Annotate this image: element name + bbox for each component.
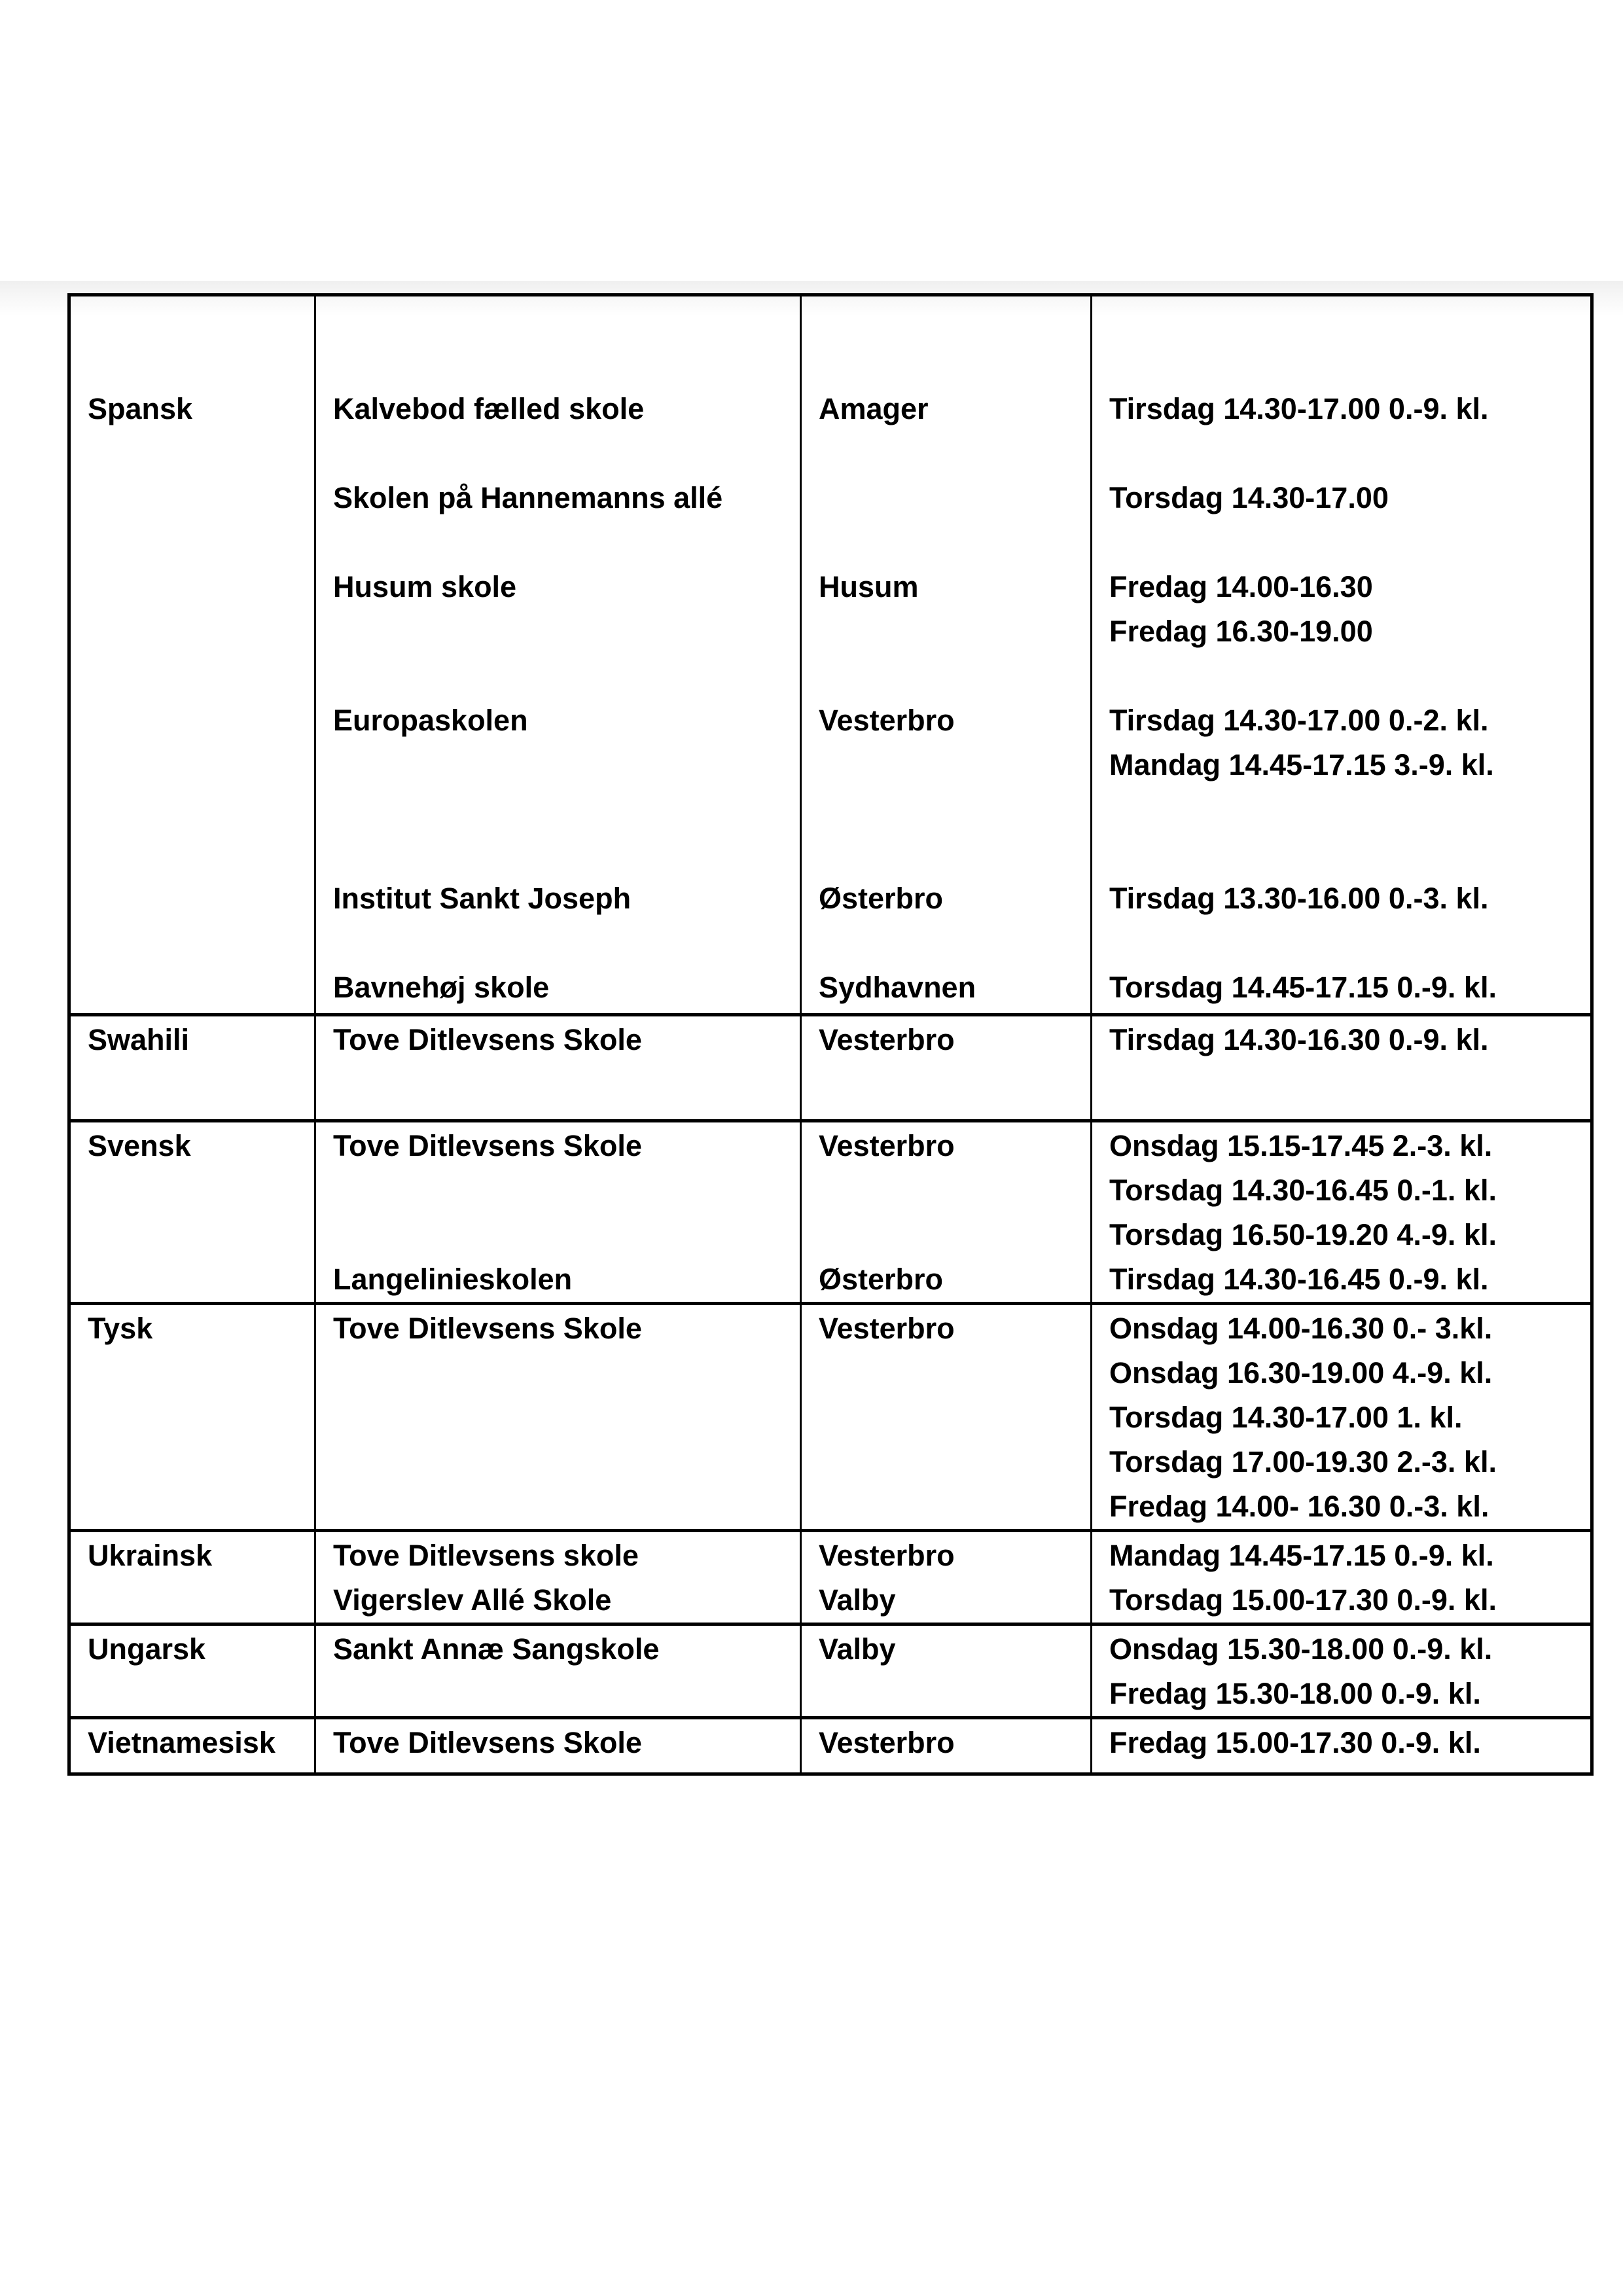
cell-line: Torsdag 14.30-17.00 1. kl. (1109, 1401, 1463, 1434)
cell-line (333, 743, 794, 787)
svensk-area-cell (801, 1121, 1092, 1304)
cell-line (333, 298, 794, 342)
cell-line: Swahili (88, 1023, 190, 1056)
cell-line: Europaskolen (333, 704, 528, 737)
cell-line: Tove Ditlevsens Skole (333, 1023, 642, 1056)
cell-line (333, 921, 794, 965)
cell-line: Tirsdag 14.30-16.30 0.-9. kl. (1109, 1023, 1489, 1056)
ungarsk-area-cell (801, 1624, 1092, 1718)
cell-line: Tove Ditlevsens Skole (333, 1726, 642, 1759)
cell-line: Husum skole (333, 570, 517, 603)
cell-line: Vesterbro (819, 1129, 955, 1162)
ungarsk-language-cell (69, 1624, 315, 1718)
spansk-schedule-cell (1092, 295, 1592, 1015)
cell-line: Skolen på Hannemanns allé (333, 481, 723, 514)
tysk-school-cell (315, 1304, 801, 1531)
spansk-school-cell (315, 295, 801, 1015)
cell-line: Torsdag 17.00-19.30 2.-3. kl. (1109, 1445, 1497, 1479)
ukrainsk-schedule-cell (1092, 1531, 1592, 1624)
cell-line (819, 1213, 1085, 1257)
cell-line: Torsdag 14.30-17.00 (1109, 481, 1389, 514)
cell-line (1109, 298, 1585, 342)
cell-line: Onsdag 16.30-19.00 4.-9. kl. (1109, 1356, 1493, 1390)
cell-line: Fredag 15.00-17.30 0.-9. kl. (1109, 1726, 1481, 1759)
cell-line: Husum (819, 570, 919, 603)
swahili-area-cell (801, 1015, 1092, 1121)
cell-line: Tirsdag 14.30-16.45 0.-9. kl. (1109, 1263, 1489, 1296)
cell-line: Torsdag 14.45-17.15 0.-9. kl. (1109, 971, 1497, 1004)
cell-line (819, 520, 1085, 565)
cell-line: Fredag 16.30-19.00 (1109, 615, 1373, 648)
cell-line: Kalvebod fælled skole (333, 392, 645, 425)
cell-line: Institut Sankt Joseph (333, 882, 632, 915)
cell-line: Sankt Annæ Sangskole (333, 1632, 660, 1666)
cell-line (333, 654, 794, 698)
cell-line (1109, 921, 1585, 965)
cell-line (88, 298, 309, 342)
swahili-school-cell (315, 1015, 801, 1121)
ukrainsk-language-cell (69, 1531, 315, 1624)
cell-line: Langelinieskolen (333, 1263, 573, 1296)
tysk-area-cell (801, 1304, 1092, 1531)
cell-line (819, 743, 1085, 787)
cell-line (819, 654, 1085, 698)
cell-line: Vigerslev Allé Skole (333, 1583, 612, 1617)
cell-line: Valby (819, 1632, 896, 1666)
svensk-school-cell (315, 1121, 801, 1304)
table-row-svensk (69, 1121, 1592, 1304)
cell-line: Tirsdag 13.30-16.00 0.-3. kl. (1109, 882, 1489, 915)
cell-line: Vesterbro (819, 704, 955, 737)
cell-line: Torsdag 14.30-16.45 0.-1. kl. (1109, 1174, 1497, 1207)
cell-line (819, 832, 1085, 876)
cell-line: Ungarsk (88, 1632, 206, 1666)
cell-line (333, 1168, 794, 1213)
cell-line: Tirsdag 14.30-17.00 0.-9. kl. (1109, 392, 1489, 425)
cell-line: Tirsdag 14.30-17.00 0.-2. kl. (1109, 704, 1489, 737)
cell-line: Tysk (88, 1312, 153, 1345)
tysk-schedule-cell (1092, 1304, 1592, 1531)
schedule-table-body (69, 295, 1592, 1774)
svensk-schedule-cell (1092, 1121, 1592, 1304)
ukrainsk-area-cell (801, 1531, 1092, 1624)
cell-line (333, 520, 794, 565)
spansk-area-cell (801, 295, 1092, 1015)
cell-line: Onsdag 15.30-18.00 0.-9. kl. (1109, 1632, 1493, 1666)
table-row-tysk (69, 1304, 1592, 1531)
language-schedule-table (67, 293, 1594, 1776)
cell-line: Fredag 14.00-16.30 (1109, 570, 1373, 603)
cell-line: Østerbro (819, 1263, 944, 1296)
cell-line: Onsdag 14.00-16.30 0.- 3.kl. (1109, 1312, 1493, 1345)
cell-line (1109, 431, 1585, 476)
cell-line (819, 1168, 1085, 1213)
cell-line: Vesterbro (819, 1726, 955, 1759)
cell-line (819, 431, 1085, 476)
cell-line (333, 1213, 794, 1257)
ukrainsk-school-cell (315, 1531, 801, 1624)
cell-line (1109, 342, 1585, 387)
cell-line (333, 342, 794, 387)
cell-line: Spansk (88, 392, 193, 425)
cell-line: Sydhavnen (819, 971, 976, 1004)
cell-line: Valby (819, 1583, 896, 1617)
cell-line: Torsdag 16.50-19.20 4.-9. kl. (1109, 1218, 1497, 1251)
vietnamesisk-language-cell (69, 1718, 315, 1774)
cell-line (1109, 520, 1585, 565)
cell-line: Østerbro (819, 882, 944, 915)
swahili-language-cell (69, 1015, 315, 1121)
table-row-swahili (69, 1015, 1592, 1121)
cell-line: Mandag 14.45-17.15 0.-9. kl. (1109, 1539, 1494, 1572)
table-row-ungarsk (69, 1624, 1592, 1718)
cell-line: Fredag 15.30-18.00 0.-9. kl. (1109, 1677, 1481, 1710)
cell-line: Torsdag 15.00-17.30 0.-9. kl. (1109, 1583, 1497, 1617)
cell-line (819, 476, 1085, 520)
cell-line: Bavnehøj skole (333, 971, 550, 1004)
cell-line: Vesterbro (819, 1023, 955, 1056)
table-row-vietnamesisk (69, 1718, 1592, 1774)
vietnamesisk-school-cell (315, 1718, 801, 1774)
cell-line (819, 609, 1085, 654)
cell-line (333, 787, 794, 832)
cell-line: Tove Ditlevsens Skole (333, 1129, 642, 1162)
cell-line (819, 787, 1085, 832)
swahili-schedule-cell (1092, 1015, 1592, 1121)
vietnamesisk-area-cell (801, 1718, 1092, 1774)
cell-line (1109, 787, 1585, 832)
cell-line (333, 609, 794, 654)
cell-line (819, 921, 1085, 965)
cell-line: Ukrainsk (88, 1539, 213, 1572)
cell-line (1109, 832, 1585, 876)
tysk-language-cell (69, 1304, 315, 1531)
svensk-language-cell (69, 1121, 315, 1304)
vietnamesisk-schedule-cell (1092, 1718, 1592, 1774)
cell-line (819, 342, 1085, 387)
cell-line: Tove Ditlevsens skole (333, 1539, 639, 1572)
cell-line: Vietnamesisk (88, 1726, 276, 1759)
cell-line: Tove Ditlevsens Skole (333, 1312, 642, 1345)
ungarsk-schedule-cell (1092, 1624, 1592, 1718)
table-row-ukrainsk (69, 1531, 1592, 1624)
table-row-spansk (69, 295, 1592, 1015)
cell-line: Amager (819, 392, 929, 425)
cell-line: Onsdag 15.15-17.45 2.-3. kl. (1109, 1129, 1493, 1162)
ungarsk-school-cell (315, 1624, 801, 1718)
cell-line: Svensk (88, 1129, 191, 1162)
cell-line (88, 342, 309, 387)
spansk-language-cell (69, 295, 315, 1015)
cell-line (333, 832, 794, 876)
cell-line: Vesterbro (819, 1312, 955, 1345)
cell-line (819, 298, 1085, 342)
cell-line: Fredag 14.00- 16.30 0.-3. kl. (1109, 1490, 1489, 1523)
cell-line: Mandag 14.45-17.15 3.-9. kl. (1109, 748, 1494, 781)
cell-line (1109, 654, 1585, 698)
cell-line: Vesterbro (819, 1539, 955, 1572)
cell-line (333, 431, 794, 476)
